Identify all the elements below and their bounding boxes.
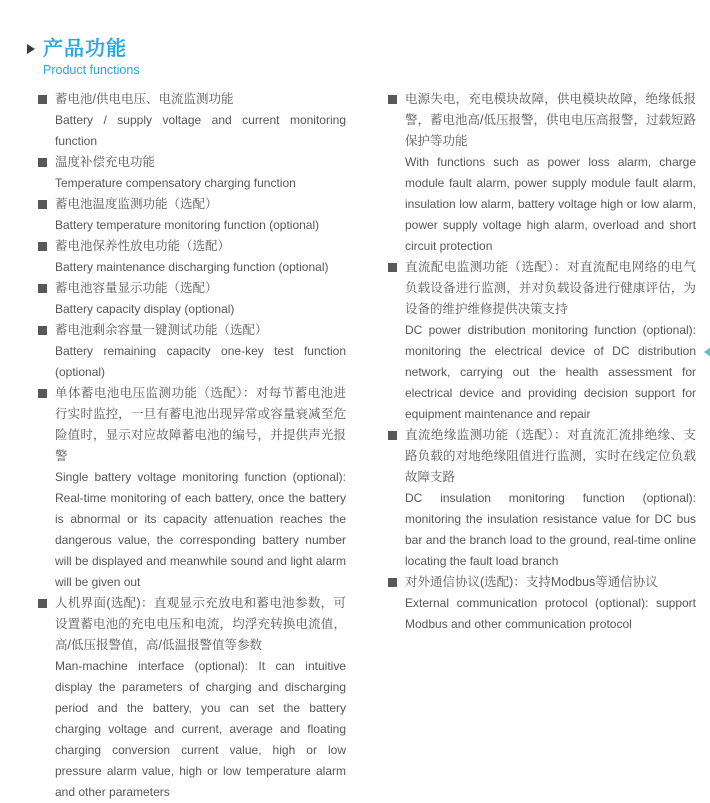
feature-title-cn [38, 236, 346, 257]
feature-text-cn: 蓄电池剩余容量一键测试功能（选配） [55, 323, 268, 337]
section-header [27, 38, 140, 78]
section-marker-triangle-icon [27, 44, 35, 54]
feature-item [38, 383, 346, 593]
bullet-square-icon [388, 95, 397, 104]
feature-item [38, 320, 346, 383]
bullet-square-icon [388, 431, 397, 440]
right-column [388, 89, 696, 803]
feature-title-cn [388, 89, 696, 152]
feature-text-en: Battery / supply voltage and current monitoring function [55, 113, 346, 148]
feature-item [38, 194, 346, 236]
feature-text-en: Battery capacity display (optional) [55, 302, 235, 316]
feature-text-en: With functions such as power loss alarm, charge module fault alarm, power supply module fault alarm, insulation low alarm, battery voltage high or low alarm, power supply voltage high alarm, overload and short circuit protection [405, 155, 696, 253]
feature-text-cn: 直流配电监测功能（选配）：对直流配电网络的电气负载设备进行监测，并对负载设备进行健康评估，为设备的维护维修提供决策支持 [405, 260, 696, 316]
feature-title-cn [388, 572, 696, 593]
feature-item [38, 152, 346, 194]
feature-text-en: Temperature compensatory charging function [55, 176, 296, 190]
bullet-square-icon [38, 326, 47, 335]
feature-text-cn: 单体蓄电池电压监测功能（选配）：对每节蓄电池进行实时监控，一旦有蓄电池出现异常或容量衰减至危险值时，显示对应故障蓄电池的编号，并提供声光报警 [55, 386, 346, 463]
feature-text-cn: 直流绝缘监测功能（选配）：对直流汇流排绝缘、支路负载的对地绝缘阻值进行监测，实时在线定位负载故障支路 [405, 428, 696, 484]
bullet-square-icon [38, 95, 47, 104]
feature-text-cn: 蓄电池容量显示功能（选配） [55, 281, 218, 295]
feature-item [388, 257, 696, 425]
feature-text-en: Single battery voltage monitoring function (optional): Real-time monitoring of each battery, once the battery is abnormal or its capacity attenuation reaches the dangerous value, the corresponding battery number will be displayed and meanwhile sound and light alarm will be given out [55, 470, 346, 589]
content-columns [38, 89, 696, 803]
feature-text-en: DC power distribution monitoring function (optional): monitoring the electrical device of DC distribution network, carrying out the health assessment for electrical device and providing decision support for equipment maintenance and repair [405, 323, 696, 421]
feature-text-en: Battery temperature monitoring function (optional) [55, 218, 320, 232]
feature-text-en: External communication protocol (optional): support Modbus and other communication protocol [405, 596, 696, 631]
feature-text-cn: 蓄电池/供电电压、电流监测功能 [55, 92, 234, 106]
feature-title-cn [388, 425, 696, 488]
feature-text-cn: 蓄电池温度监测功能（选配） [55, 197, 218, 211]
bullet-square-icon [38, 599, 47, 608]
feature-title-cn [388, 257, 696, 320]
page-edge-marker-icon [704, 347, 710, 357]
bullet-square-icon [38, 389, 47, 398]
feature-text-cn: 人机界面(选配)：直观显示充放电和蓄电池参数，可设置蓄电池的充电电压和电流，均浮充转换电流值，高/低压报警值，高/低温报警值等参数 [55, 596, 346, 652]
feature-item [388, 572, 696, 635]
bullet-square-icon [388, 578, 397, 587]
feature-title-cn [38, 194, 346, 215]
feature-title-cn [38, 593, 346, 656]
feature-item [388, 425, 696, 572]
feature-title-cn [38, 89, 346, 110]
feature-title-cn [38, 152, 346, 173]
feature-text-en: Man-machine interface (optional): It can intuitive display the parameters of charging and discharging period and the battery, you can set the battery charging voltage and current, average and floating charging conversion current value, high or low pressure alarm value, high or low temperature alarm and other parameters [55, 659, 346, 799]
feature-item [38, 278, 346, 320]
bullet-square-icon [38, 284, 47, 293]
feature-text-en: Battery remaining capacity one-key test function (optional) [55, 344, 346, 379]
bullet-square-icon [38, 158, 47, 167]
bullet-square-icon [388, 263, 397, 272]
feature-text-cn: 电源失电，充电模块故障，供电模块故障，绝缘低报警，蓄电池高/低压报警，供电电压高报警，过载短路保护等功能 [405, 92, 696, 148]
bullet-square-icon [38, 200, 47, 209]
feature-title-cn [38, 278, 346, 299]
feature-text-cn: 对外通信协议(选配)：支持Modbus等通信协议 [405, 575, 658, 589]
page-title-cn: 产品功能 [43, 38, 127, 60]
feature-item [38, 593, 346, 803]
feature-text-en: DC insulation monitoring function (optional): monitoring the insulation resistance value for DC bus bar and the branch load to the ground, real-time online locating the fault load branch [405, 491, 696, 568]
feature-text-cn: 蓄电池保养性放电功能（选配） [55, 239, 231, 253]
feature-title-cn [38, 320, 346, 341]
bullet-square-icon [38, 242, 47, 251]
feature-item [38, 89, 346, 152]
left-column [38, 89, 346, 803]
feature-text-en: Battery maintenance discharging function (optional) [55, 260, 329, 274]
feature-text-cn: 温度补偿充电功能 [55, 155, 156, 169]
feature-item [388, 89, 696, 257]
feature-item [38, 236, 346, 278]
feature-title-cn [38, 383, 346, 467]
page-title-en: Product functions [43, 63, 140, 77]
